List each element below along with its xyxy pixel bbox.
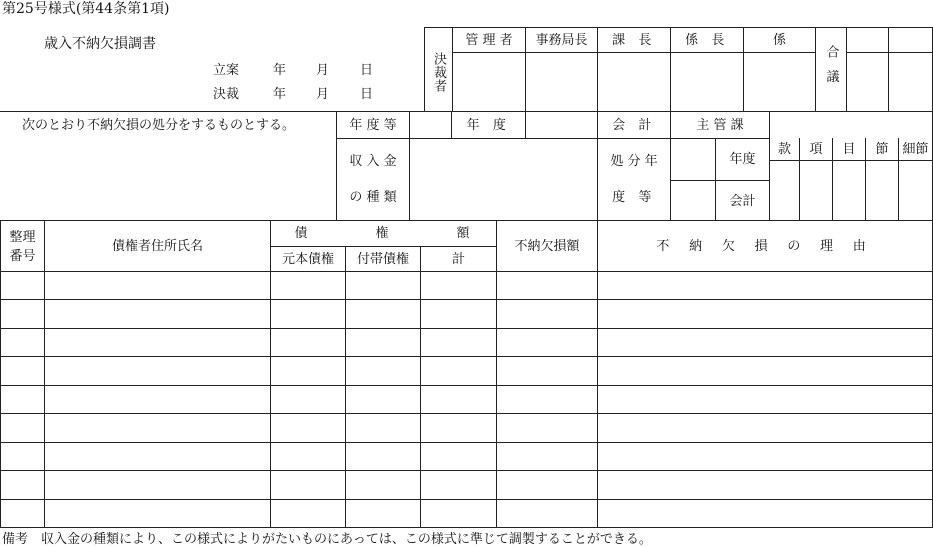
form-title: 歳入不納欠損調書 [44, 36, 156, 52]
funou-gaku-header: 不納欠損額 [514, 238, 580, 254]
role-kakari: 係 [772, 32, 786, 48]
table-row [0, 356, 933, 357]
kessaisha-label: 決裁者 [431, 51, 446, 93]
seiri-label-2: 番号 [9, 248, 36, 264]
nendo-small-label: 年度 [729, 151, 756, 167]
budget-col-kou: 項 [809, 142, 823, 157]
shunyukin-label-1: 収 入 金 [349, 153, 397, 169]
goji-label: 合議 [823, 45, 839, 95]
budget-col-kan: 款 [777, 142, 791, 157]
table-row [0, 413, 933, 414]
role-jimukyokucho: 事務局長 [535, 32, 588, 48]
kaikei-label: 会 計 [612, 117, 656, 133]
table-row [0, 442, 933, 443]
saiken-gaku-char-2: 権 [375, 225, 389, 241]
table-row [0, 499, 933, 500]
role-kakaricho: 係 長 [685, 32, 729, 48]
riyu-header: 不 納 欠 損 の 理 由 [656, 238, 874, 254]
shukan-label: 主 管 課 [696, 117, 744, 133]
ritsuan-day: 日 [360, 63, 374, 78]
form-number: 第25号様式(第44条第1項) [2, 1, 170, 17]
nendo-to-label: 年 度 等 [349, 117, 397, 133]
saiken-gaku-char-1: 債 [294, 225, 308, 241]
ritsuan-year: 年 [273, 63, 287, 78]
seiri-label-1: 整理 [9, 229, 36, 245]
role-kanrisha: 管 理 者 [465, 32, 513, 48]
kessai-month: 月 [316, 87, 330, 102]
kei-header: 計 [451, 251, 465, 267]
table-row [0, 328, 933, 329]
biko-note: 備考 収入金の種類により、この様式によりがたいものにあっては、この様式に準じて調製することができる。 [2, 532, 652, 547]
table-row [0, 470, 933, 471]
table-row [0, 527, 933, 528]
budget-col-saisetsu: 細節 [902, 142, 929, 157]
saiken-gaku-char-3: 額 [456, 225, 470, 241]
ritsuan-month: 月 [316, 63, 330, 78]
role-kacho: 課 長 [612, 32, 656, 48]
shobun-label-1: 処 分 年 [610, 153, 658, 169]
intro-text: 次のとおり不納欠損の処分をするものとする。 [22, 118, 296, 133]
table-row [0, 385, 933, 386]
kaikei-small-label: 会計 [729, 193, 756, 209]
shobun-label-2: 度 等 [612, 189, 656, 205]
saikensha-header: 債権者住所氏名 [111, 238, 203, 254]
nendo-label: 年 度 [466, 117, 511, 133]
budget-col-moku: 目 [842, 142, 856, 157]
ritsuan-label: 立案 [213, 63, 240, 78]
kessai-year: 年 [273, 87, 287, 102]
kessai-day: 日 [360, 87, 374, 102]
table-row [0, 299, 933, 300]
shunyukin-label-2: の 種 類 [349, 189, 397, 205]
futai-header: 付帯債権 [356, 251, 409, 267]
gankin-header: 元本債権 [281, 251, 334, 267]
budget-col-setsu: 節 [875, 142, 889, 157]
kessai-label: 決裁 [213, 87, 240, 102]
